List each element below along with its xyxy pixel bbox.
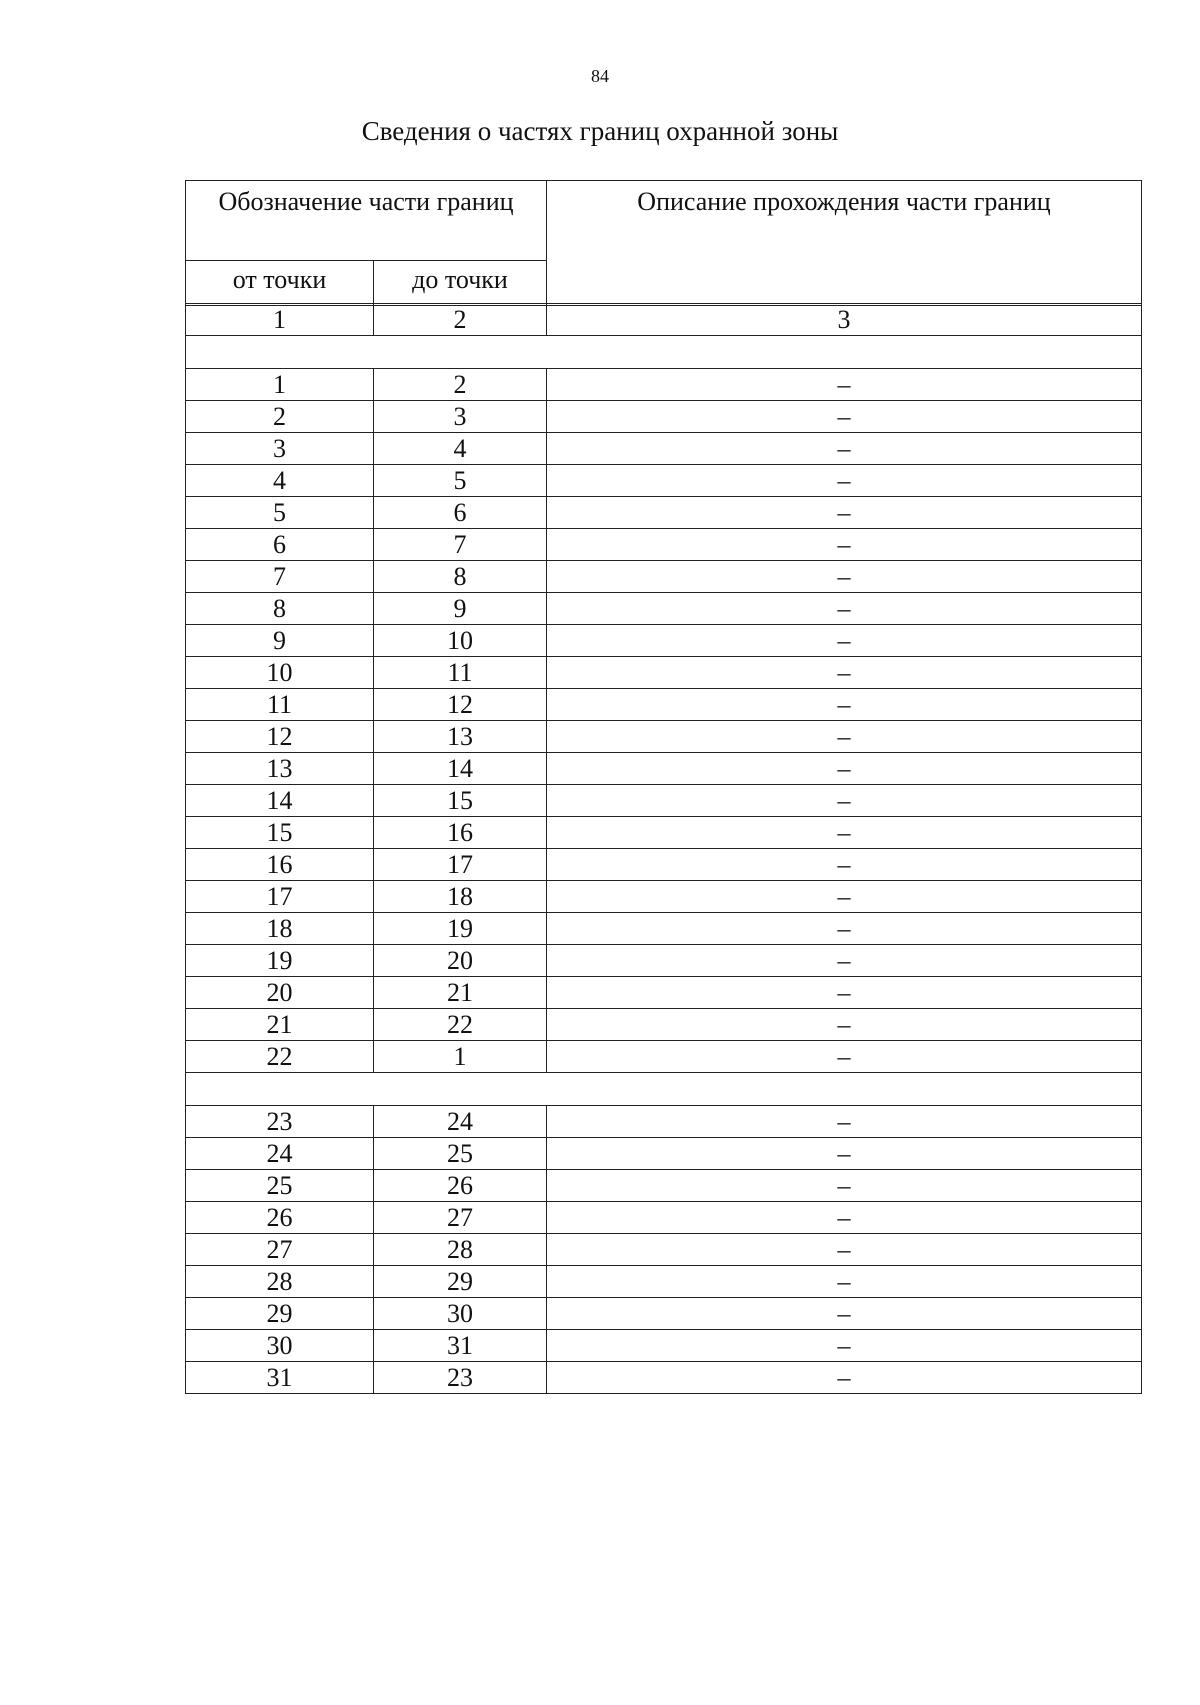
cell-from: 8 (186, 593, 374, 625)
cell-from: 30 (186, 1330, 374, 1362)
cell-desc: – (547, 1362, 1142, 1394)
cell-from: 2 (186, 401, 374, 433)
table-row (186, 785, 1142, 817)
cell-to: 15 (374, 785, 547, 817)
cell-from: 21 (186, 1009, 374, 1041)
cell-desc: – (547, 1041, 1142, 1073)
table-row (186, 1041, 1142, 1073)
cell-desc: – (547, 1106, 1142, 1138)
cell-to: 31 (374, 1330, 547, 1362)
table-row (186, 1298, 1142, 1330)
boundary-parts-table (185, 303, 1142, 1394)
header-description-label: Описание прохождения части границ (547, 181, 1142, 306)
column-number-cell: 2 (374, 304, 547, 336)
cell-from: 27 (186, 1234, 374, 1266)
cell-desc: – (547, 689, 1142, 721)
cell-from: 20 (186, 977, 374, 1009)
cell-desc: – (547, 1170, 1142, 1202)
table-row (186, 1362, 1142, 1394)
table-row (186, 977, 1142, 1009)
cell-desc: – (547, 785, 1142, 817)
cell-desc: – (547, 945, 1142, 977)
cell-desc: – (547, 369, 1142, 401)
cell-desc: – (547, 977, 1142, 1009)
cell-from: 16 (186, 849, 374, 881)
cell-from: 18 (186, 913, 374, 945)
section-separator-cell (186, 336, 1142, 369)
cell-to: 24 (374, 1106, 547, 1138)
cell-from: 13 (186, 753, 374, 785)
cell-desc: – (547, 465, 1142, 497)
cell-from: 10 (186, 657, 374, 689)
cell-from: 25 (186, 1170, 374, 1202)
table-row (186, 689, 1142, 721)
cell-to: 11 (374, 657, 547, 689)
header-to-label: до точки (374, 261, 547, 306)
table-row (186, 529, 1142, 561)
cell-to: 10 (374, 625, 547, 657)
table-row (186, 657, 1142, 689)
section-separator-row (186, 336, 1142, 369)
section-separator-row (186, 1073, 1142, 1106)
cell-to: 1 (374, 1041, 547, 1073)
cell-from: 3 (186, 433, 374, 465)
table-row (186, 497, 1142, 529)
cell-from: 19 (186, 945, 374, 977)
table-row (186, 465, 1142, 497)
cell-to: 29 (374, 1266, 547, 1298)
table-row (186, 1266, 1142, 1298)
cell-desc: – (547, 1138, 1142, 1170)
column-numbers-row (186, 304, 1142, 336)
cell-from: 12 (186, 721, 374, 753)
cell-to: 9 (374, 593, 547, 625)
cell-to: 12 (374, 689, 547, 721)
table-row (186, 945, 1142, 977)
cell-to: 13 (374, 721, 547, 753)
table-row (186, 369, 1142, 401)
cell-desc: – (547, 529, 1142, 561)
table-row (186, 625, 1142, 657)
cell-to: 18 (374, 881, 547, 913)
table-row (186, 593, 1142, 625)
cell-to: 17 (374, 849, 547, 881)
table-row (186, 401, 1142, 433)
column-number-cell: 1 (186, 304, 374, 336)
cell-desc: – (547, 401, 1142, 433)
cell-to: 25 (374, 1138, 547, 1170)
cell-from: 15 (186, 817, 374, 849)
cell-to: 8 (374, 561, 547, 593)
cell-to: 14 (374, 753, 547, 785)
cell-to: 6 (374, 497, 547, 529)
cell-to: 28 (374, 1234, 547, 1266)
table-row (186, 561, 1142, 593)
table-row (186, 849, 1142, 881)
cell-to: 5 (374, 465, 547, 497)
cell-desc: – (547, 1202, 1142, 1234)
cell-from: 31 (186, 1362, 374, 1394)
cell-from: 6 (186, 529, 374, 561)
cell-desc: – (547, 721, 1142, 753)
table-row (186, 1170, 1142, 1202)
cell-desc: – (547, 1266, 1142, 1298)
cell-to: 2 (374, 369, 547, 401)
cell-desc: – (547, 625, 1142, 657)
cell-desc: – (547, 433, 1142, 465)
table-row (186, 1138, 1142, 1170)
cell-from: 7 (186, 561, 374, 593)
cell-desc: – (547, 849, 1142, 881)
cell-to: 22 (374, 1009, 547, 1041)
cell-desc: – (547, 1234, 1142, 1266)
table-row (186, 721, 1142, 753)
cell-from: 29 (186, 1298, 374, 1330)
cell-desc: – (547, 817, 1142, 849)
cell-desc: – (547, 881, 1142, 913)
cell-desc: – (547, 593, 1142, 625)
header-group-label: Обозначение части границ (186, 181, 547, 261)
document-title: Сведения о частях границ охранной зоны (361, 116, 839, 146)
cell-to: 26 (374, 1170, 547, 1202)
section-separator-cell (186, 1073, 1142, 1106)
table-row (186, 1202, 1142, 1234)
cell-from: 28 (186, 1266, 374, 1298)
cell-from: 24 (186, 1138, 374, 1170)
cell-from: 23 (186, 1106, 374, 1138)
cell-to: 27 (374, 1202, 547, 1234)
cell-to: 23 (374, 1362, 547, 1394)
cell-to: 4 (374, 433, 547, 465)
cell-desc: – (547, 1298, 1142, 1330)
cell-to: 3 (374, 401, 547, 433)
cell-from: 5 (186, 497, 374, 529)
cell-desc: – (547, 1330, 1142, 1362)
cell-to: 7 (374, 529, 547, 561)
cell-to: 16 (374, 817, 547, 849)
table-header (185, 180, 1142, 306)
cell-to: 30 (374, 1298, 547, 1330)
cell-from: 26 (186, 1202, 374, 1234)
cell-to: 21 (374, 977, 547, 1009)
table-row (186, 1234, 1142, 1266)
cell-desc: – (547, 913, 1142, 945)
cell-from: 22 (186, 1041, 374, 1073)
cell-from: 17 (186, 881, 374, 913)
table-row (186, 753, 1142, 785)
header-from-label: от точки (186, 261, 374, 306)
table-row (186, 913, 1142, 945)
table-row (186, 1106, 1142, 1138)
table-row (186, 817, 1142, 849)
cell-from: 1 (186, 369, 374, 401)
cell-desc: – (547, 657, 1142, 689)
cell-to: 20 (374, 945, 547, 977)
cell-from: 11 (186, 689, 374, 721)
table-row (186, 1009, 1142, 1041)
cell-from: 9 (186, 625, 374, 657)
cell-desc: – (547, 561, 1142, 593)
cell-from: 14 (186, 785, 374, 817)
page-number: 84 (591, 66, 609, 86)
cell-desc: – (547, 1009, 1142, 1041)
cell-to: 19 (374, 913, 547, 945)
column-number-cell: 3 (547, 304, 1142, 336)
cell-desc: – (547, 753, 1142, 785)
table-row (186, 433, 1142, 465)
cell-from: 4 (186, 465, 374, 497)
cell-desc: – (547, 497, 1142, 529)
table-row (186, 1330, 1142, 1362)
table-row (186, 881, 1142, 913)
